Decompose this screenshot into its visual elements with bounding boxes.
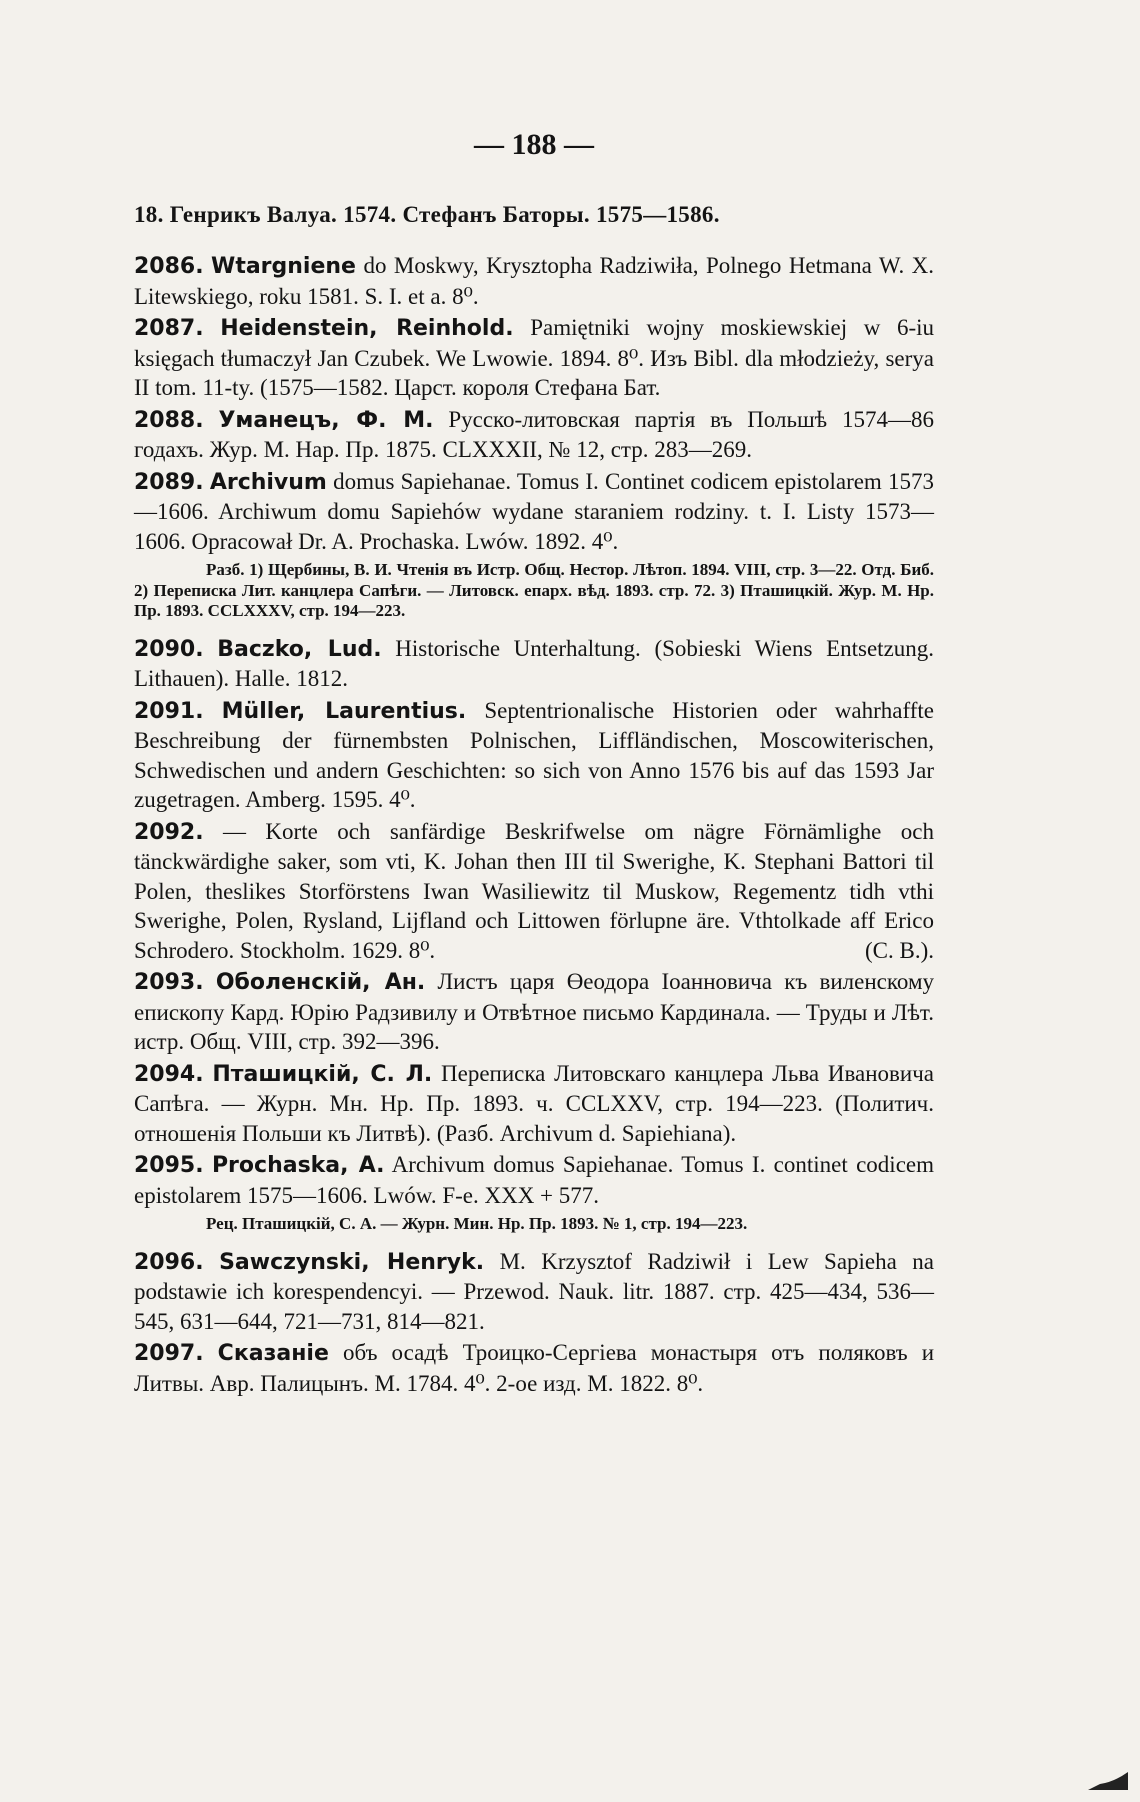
entry-number: 2093. [134,970,204,995]
entry-number: 2089. [134,469,204,495]
entry-text: Archivum domus Sapiehanae. Tomus I. continet codicem epistolarem 1575—1606. Lwów. F-e. XXX + 577. [134,1152,934,1208]
entry-text: Septentrionalische Historien oder wahrhaffte Beschreibung der fürnembsten Polnischen, Liffländischen, Moscowiterischen, Schwedischen und andern Geschichten: so sich von Anno 1576 bis auf das 1593 Jar zugetragen. Amberg. 1595. 4⁰. [134,697,934,812]
entry-2087 [134,313,934,403]
entry-text: — Korte och sanfärdige Beskrifwelse om nägre Förnämlighe och tänckwärdighe saker, som vti, K. Johan then III til Swerighe, K. Stephani Battori til Polen, theslikes Storförstens Iwan Wasiliewitz til Muskow, Regementz tidh vthi Swerighe, Polen, Rysland, Lijfland och Littowen förlupne äre. Vthtolkade aff Erico Schrodero. Stockholm. 1629. 8⁰. [134,818,934,963]
entry-author: Archivum [209,469,327,495]
entry-author: Wtargniene [211,254,356,279]
entry-text: Pamiętniki wojny moskiewskiej w 6-iu księgach tłumaczył Jan Czubek. We Lwowie. 1894. 8⁰. Изъ Bibl. dla młodzieży, serya II tom. 11-ty. (1575—1582. Царст. короля Стефана Бат. [134,315,935,400]
review-note-2095 [134,1214,934,1235]
corner-smudge [1088,1752,1128,1792]
entry-author: Heidenstein, Reinhold. [220,316,514,341]
entry-source: (C. B.). [865,937,934,963]
entry-2089 [134,467,934,557]
entry-author: Сказаніе [217,1341,329,1366]
page-number: — 188 — [474,128,594,161]
entry-author: Sawczynski, Henryk. [219,1249,485,1275]
entry-author: Baczko, Lud. [217,636,382,662]
entry-author: Пташицкій, С. Л. [212,1061,433,1087]
entry-number: 2097. [134,1341,204,1366]
entry-text: M. Krzysztof Radziwił i Lew Sapieha na podstawie ich korespendencyi. — Przewod. Nauk. litr. 1887. стр. 425—434, 536—545, 631—644, 721—731, 814—821. [134,1248,935,1334]
entry-2095 [134,1150,934,1210]
entry-number: 2091. [134,698,204,724]
entry-2091 [134,696,934,815]
entry-text: domus Sapiehanae. Tomus I. Continet codicem epistolarem 1573—1606. Archiwum domu Sapiehów wydane staraniem rodziny. t. I. Listy 1573—1606. Opracował Dr. A. Prochaska. Lwów. 1892. 4⁰. [134,468,935,554]
entry-number: 2086. [134,254,204,279]
entry-number: 2092. [134,819,204,845]
entry-number: 2094. [134,1061,204,1087]
review-note-2089 [134,560,934,622]
entry-text: Листъ царя Өеодора Іоанновича къ виленскому епископу Кард. Юрію Радзивилу и Отвѣтное письмо Кардинала. — Труды и Лѣт. истр. Общ. VIII, стр. 392—396. [134,969,935,1054]
entry-text: Переписка Литовскаго канцлера Льва Ивановича Сапѣга. — Журн. Мн. Нр. Пр. 1893. ч. CCLXXV, стр. 194—223. (Политич. отношенія Польши къ Литвѣ). (Разб. Archivum d. Sapiehiana). [134,1060,935,1146]
entry-2096 [134,1247,934,1337]
entry-2090 [134,634,934,694]
entry-number: 2088. [134,407,204,433]
entry-2092 [134,817,934,966]
entry-author: Prochaska, A. [211,1153,385,1178]
entry-number: 2087. [134,316,204,341]
entry-text: Historische Unterhaltung. (Sobieski Wiens Entsetzung. Lithauen). Halle. 1812. [134,635,935,691]
entry-2086 [134,251,934,311]
entry-text: Русско-литовская партія въ Польшѣ 1574—86 годахъ. Жур. М. Нар. Пр. 1875. CLXXXII, № 12, стр. 283—269. [134,406,935,462]
entry-author: Müller, Laurentius. [221,698,467,724]
review-note-text: Рец. Пташицкій, С. А. — Журн. Мин. Нр. Пр. 1893. № 1, стр. 194—223. [206,1214,748,1233]
entry-author: Уманецъ, Ф. М. [218,407,434,433]
entry-2097 [134,1338,934,1398]
review-note-text: Разб. 1) Щербины, В. И. Чтенія въ Истр. Общ. Нестор. Лѣтоп. 1894. VIII, стр. 3—22. Отд. Биб. 2) Переписка Лит. канцлера Сапѣги. — Литовск. епарх. вѣд. 1893. стр. 72. 3) Пташицкій. Жур. М. Нр. Пр. 1893. CCLXXXV, стр. 194—223. [134,560,934,620]
entry-2088 [134,405,934,465]
entry-2093 [134,967,934,1057]
entry-number: 2090. [134,636,204,662]
entry-text: do Moskwy, Krysztopha Radziwiła, Polnego Hetmana W. X. Litewskiego, roku 1581. S. I. et a. 8⁰. [134,253,935,309]
entry-2094 [134,1059,934,1149]
entry-author: Оболенскій, Ан. [215,970,426,995]
entry-text: объ осадѣ Троицко-Сергіева монастыря отъ поляковъ и Литвы. Авр. Палицынъ. М. 1784. 4⁰. 2-ое изд. М. 1822. 8⁰. [134,1340,935,1396]
section-heading: 18. Генрикъ Валуа. 1574. Стефанъ Баторы. 1575—1586. [134,201,720,227]
entry-number: 2095. [134,1153,204,1178]
book-page [134,130,934,1400]
entry-number: 2096. [134,1249,204,1275]
